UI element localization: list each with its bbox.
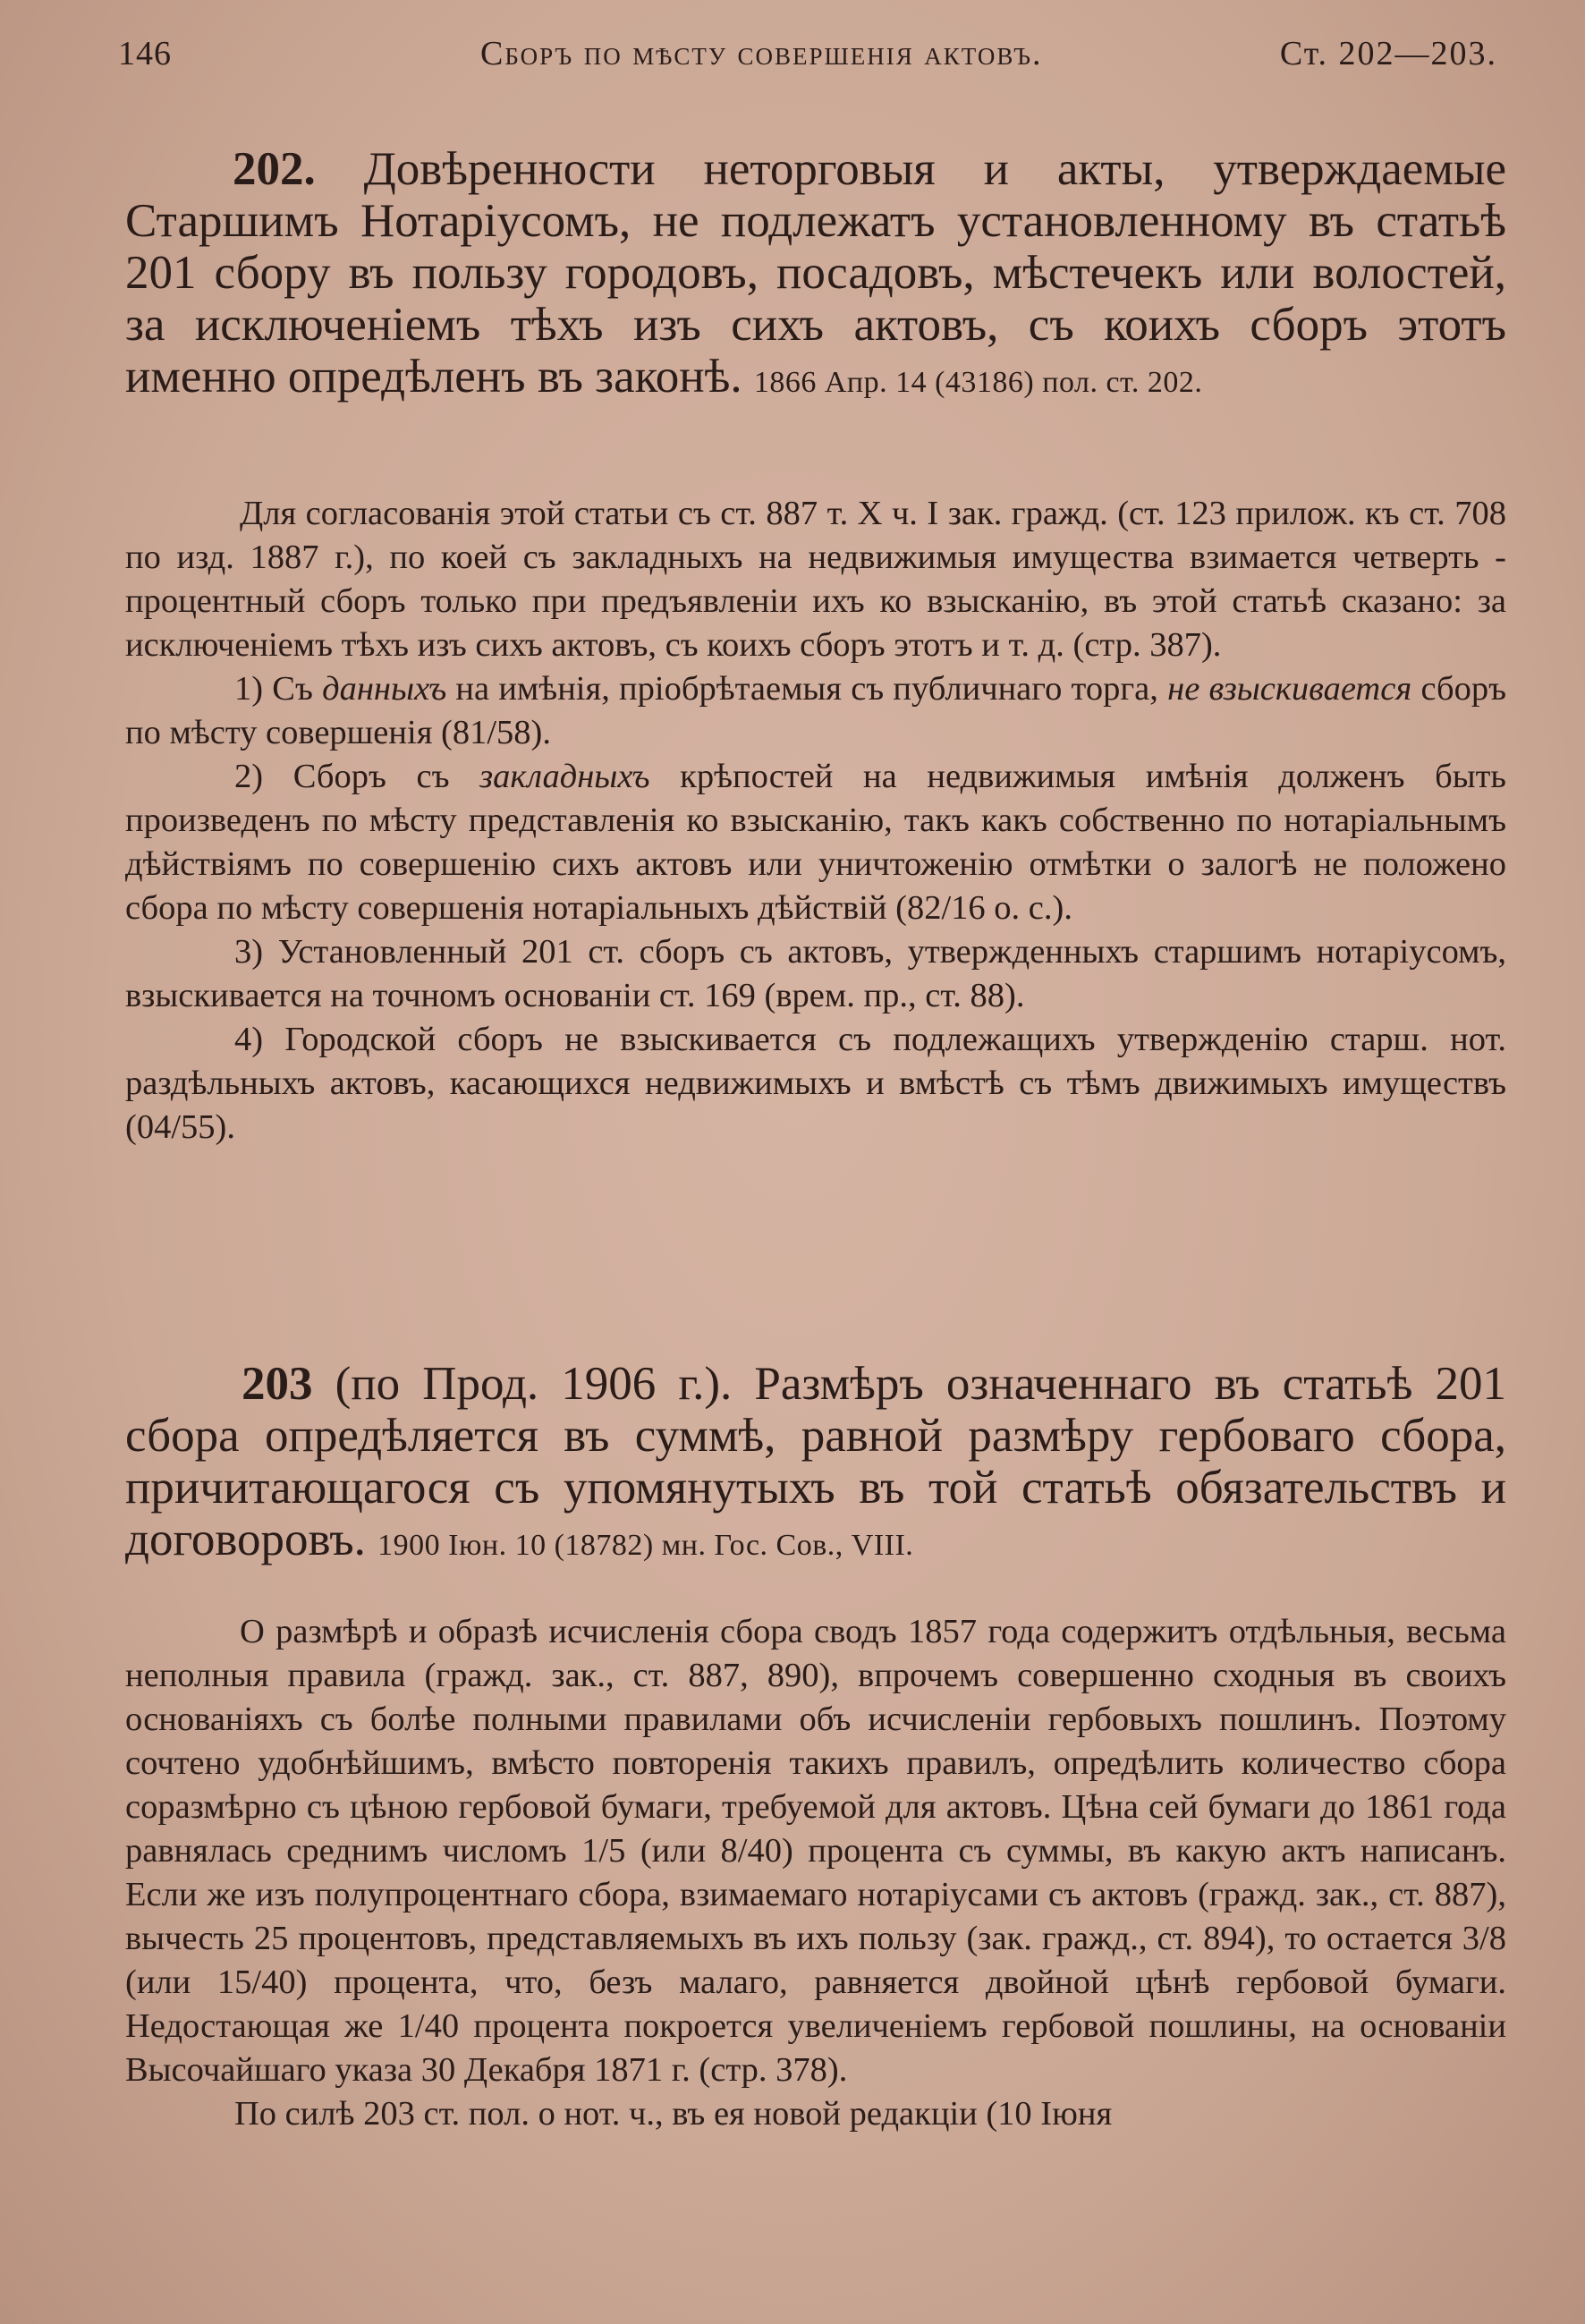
fraction: 8/40 bbox=[720, 1832, 782, 1870]
articles-reference: Ст. 202—203. bbox=[1279, 35, 1497, 72]
page-number: 146 bbox=[118, 35, 172, 72]
commentary-item-1: 1) Съ данныхъ на имѣнія, пріобрѣтаемыя съ публичнаго торга, не взыскивается сборъ по мѣсту совершенія (81/58). bbox=[125, 670, 1507, 751]
commentary-paragraph-2: По силѣ 203 ст. пол. о нот. ч., въ ея новой редакціи (10 Іюня bbox=[234, 2095, 1113, 2133]
commentary-paragraph-1: О размѣрѣ и образѣ исчисленія сбора сводъ 1857 года содержитъ отдѣльныя, весьма неполныя правила (гражд. зак., ст. 887, 890), впрочемъ совершенно сходныя въ своихъ основаніяхъ съ болѣе полными правилами объ исчисленіи гербовыхъ пошлинъ. Поэтому сочтено удобнѣйшимъ, вмѣсто повторенія такихъ правилъ, опредѣлить количество сбора соразмѣрно съ цѣною гербовой бумаги, требуемой для актовъ. Цѣна сей бумаги до 1861 года равнялась среднимъ числомъ 1/5 (или 8/40) процента съ суммы, въ какую актъ написанъ. Если же изъ полупроцентнаго сбора, взимаемаго нотаріусами съ актовъ (гражд. зак., ст. 887), вычесть 25 процентовъ, представляемыхъ въ ихъ пользу (зак. гражд., ст. 894), то остается 3/8 (или 15/40) процента, что, безъ малаго, равняется двойной цѣнѣ гербовой бумаги. Недостающая же 1/40 процента покроется увеличеніемъ гербовой пошлины, на основаніи Высочайшаго указа 30 Декабря 1871 г. (стр. 378). bbox=[125, 1613, 1506, 2089]
commentary-203 bbox=[125, 1610, 1506, 2136]
commentary-item-3: 3) Установленный 201 ст. сборъ съ актовъ, утвержденныхъ старшимъ нотаріусомъ, взыскивается на точномъ основаніи ст. 169 (врем. пр., ст. 88). bbox=[125, 933, 1506, 1014]
commentary-item-4: 4) Городской сборъ не взыскивается съ подлежащихъ утвержденію старш. нот. раздѣльныхъ актовъ, касающихся недвижимыхъ и вмѣстѣ съ тѣмъ движимыхъ имуществъ (04/55). bbox=[125, 1021, 1506, 1146]
fraction: 3/8 bbox=[1462, 1920, 1506, 1957]
article-source: 1900 Іюн. 10 (18782) мн. Гос. Сов., VIII. bbox=[377, 1529, 914, 1562]
commentary-item-2: 2) Сборъ съ закладныхъ крѣпостей на недвижимыя имѣнія долженъ быть произведенъ по мѣсту представленія ко взысканію, такъ какъ собственно по нотаріальнымъ дѣйствіямъ по совершенію сихъ актовъ или уничтоженію отмѣтки о залогѣ не положено сбора по мѣсту совершенія нотаріальныхъ дѣйствій (82/16 о. с.). bbox=[125, 758, 1506, 927]
commentary-202 bbox=[125, 492, 1506, 1149]
page-header bbox=[118, 34, 1497, 79]
fraction: 1/5 bbox=[581, 1832, 626, 1870]
article-203 bbox=[125, 1358, 1506, 1572]
article-text: (по Прод. 1906 г.). Размѣръ означеннаго въ статьѣ 201 сбора опредѣляется въ суммѣ, равной размѣру гербоваго сбора, причитающагося съ упомянутыхъ въ той статьѣ обязательствъ и договоровъ. bbox=[125, 1358, 1506, 1565]
article-number: 203 bbox=[242, 1358, 313, 1410]
article-source: 1866 Апр. 14 (43186) пол. ст. 202. bbox=[753, 366, 1203, 399]
running-title: Сборъ по мѣсту совершенія актовъ. bbox=[480, 35, 1043, 72]
fraction: 1/40 bbox=[397, 2007, 460, 2045]
article-text: Довѣренности неторговыя и акты, утверждаемые Старшимъ Нотаріусомъ, не подлежатъ установленному въ статьѣ 201 сбору въ пользу городовъ, посадовъ, мѣстечекъ или волостей, за исключеніемъ тѣхъ изъ сихъ актовъ, съ коихъ сборъ этотъ именно опредѣленъ въ законѣ. bbox=[125, 143, 1506, 403]
article-202 bbox=[125, 143, 1506, 409]
fraction: 15/40 bbox=[216, 1964, 296, 2001]
commentary-intro: Для согласованія этой статьи съ ст. 887 т. X ч. I зак. гражд. (ст. 123 прилож. къ ст. 708 по изд. 1887 г.), по коей съ закладныхъ на недвижимыя имущества взимается четверть - процентный сборъ только при предъявленіи ихъ ко взысканію, въ этой статьѣ сказано: за исключеніемъ тѣхъ изъ сихъ актовъ, съ коихъ сборъ этотъ и т. д. (стр. 387). bbox=[125, 495, 1506, 664]
article-number: 202. bbox=[233, 143, 316, 195]
